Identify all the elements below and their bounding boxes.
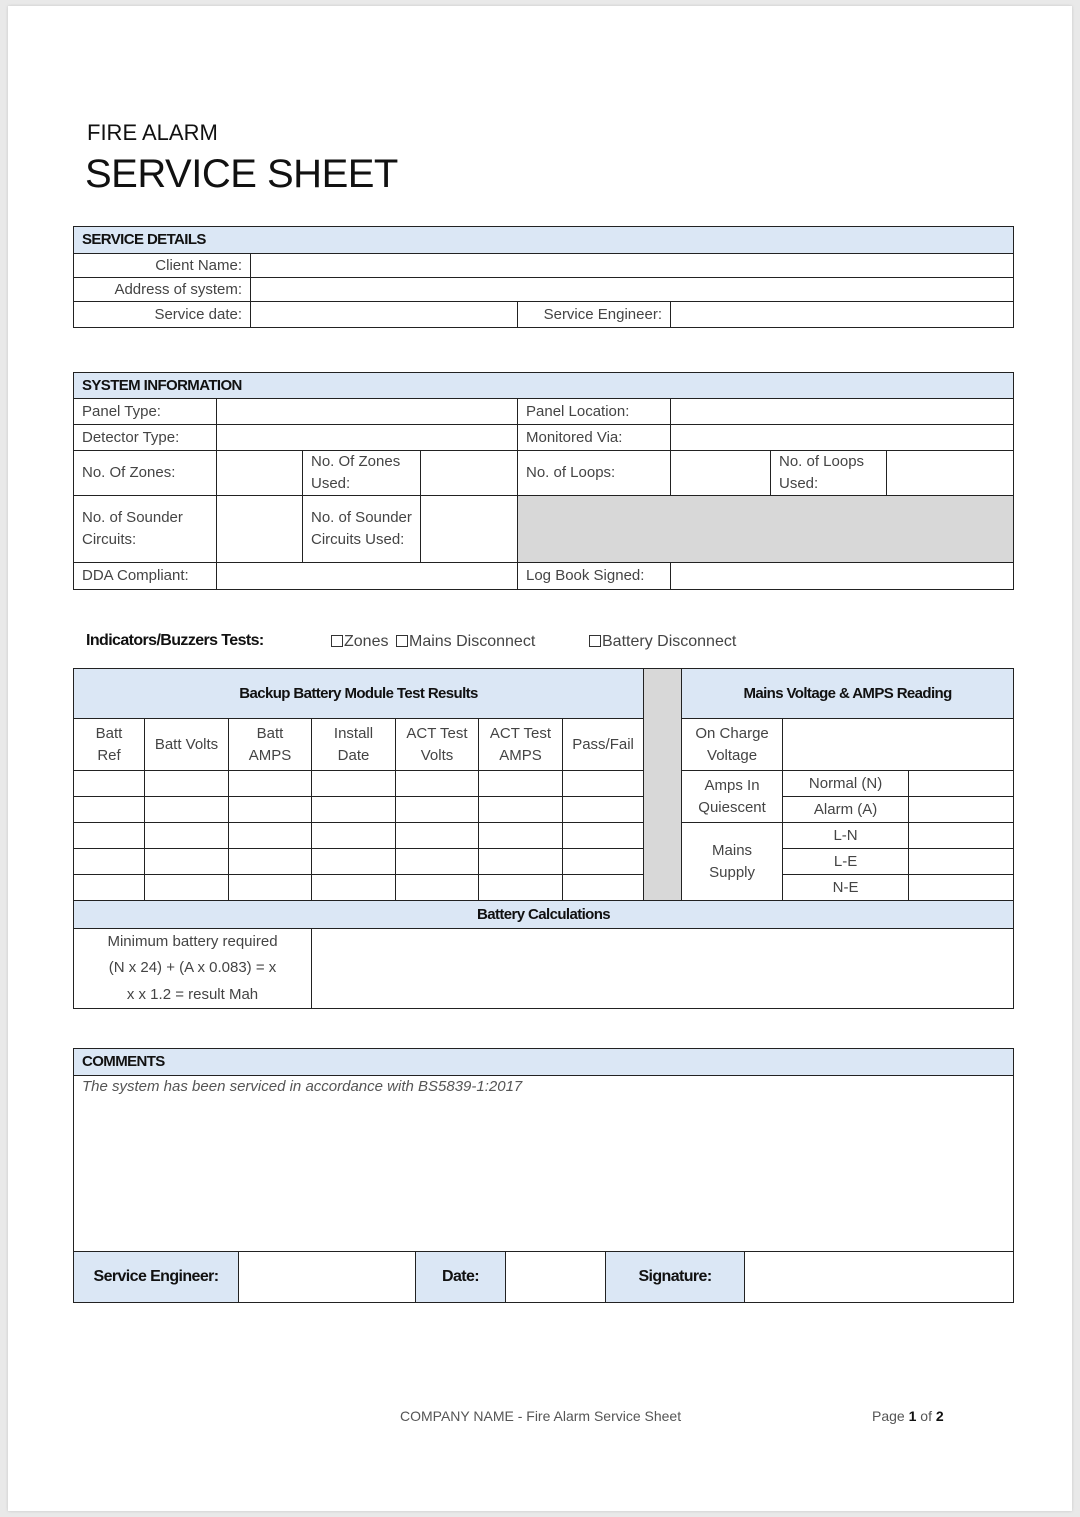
detector-type-label: Detector Type: bbox=[74, 425, 217, 451]
zones-used-field[interactable] bbox=[421, 451, 518, 496]
zones-field[interactable] bbox=[217, 451, 303, 496]
checkbox-icon bbox=[331, 635, 343, 647]
le-label: L-E bbox=[783, 849, 909, 875]
battery-cell[interactable] bbox=[74, 849, 145, 875]
client-name-field[interactable] bbox=[251, 254, 1014, 278]
service-details-header: SERVICE DETAILS bbox=[74, 227, 1014, 254]
service-engineer-label: Service Engineer: bbox=[518, 302, 671, 328]
battery-cell[interactable] bbox=[312, 797, 396, 823]
checkbox-icon bbox=[589, 635, 601, 647]
col-act-test-volts: ACT Test Volts bbox=[396, 719, 479, 771]
battery-cell[interactable] bbox=[396, 797, 479, 823]
dda-field[interactable] bbox=[217, 562, 518, 589]
log-book-field[interactable] bbox=[671, 562, 1014, 589]
battery-cell[interactable] bbox=[563, 797, 644, 823]
le-field[interactable] bbox=[909, 849, 1014, 875]
battery-cell[interactable] bbox=[563, 823, 644, 849]
sounder-used-field[interactable] bbox=[421, 495, 518, 562]
footer-page-number bbox=[872, 1408, 944, 1424]
footer-company: COMPANY NAME - Fire Alarm Service Sheet bbox=[400, 1408, 682, 1424]
document-page bbox=[8, 6, 1072, 1511]
loops-field[interactable] bbox=[671, 451, 771, 496]
normal-label: Normal (N) bbox=[783, 771, 909, 797]
panel-type-label: Panel Type: bbox=[74, 399, 217, 425]
signoff-date-label: Date: bbox=[416, 1252, 506, 1303]
loops-used-label: No. of Loops Used: bbox=[771, 451, 887, 496]
service-engineer-field[interactable] bbox=[671, 302, 1014, 328]
battery-cell[interactable] bbox=[229, 875, 312, 901]
battery-cell[interactable] bbox=[229, 823, 312, 849]
log-book-label: Log Book Signed: bbox=[518, 562, 671, 589]
battery-cell[interactable] bbox=[74, 823, 145, 849]
address-field[interactable] bbox=[251, 278, 1014, 302]
ln-label: L-N bbox=[783, 823, 909, 849]
alarm-field[interactable] bbox=[909, 797, 1014, 823]
ln-field[interactable] bbox=[909, 823, 1014, 849]
calculation-result-field[interactable] bbox=[312, 929, 1014, 1009]
monitored-via-label: Monitored Via: bbox=[518, 425, 671, 451]
amps-in-label: Amps In Quiescent bbox=[682, 771, 783, 823]
calculation-formula bbox=[74, 929, 312, 1009]
col-batt-ref: Batt Ref bbox=[74, 719, 145, 771]
panel-location-label: Panel Location: bbox=[518, 399, 671, 425]
loops-label: No. of Loops: bbox=[518, 451, 671, 496]
on-charge-field[interactable] bbox=[783, 719, 1014, 771]
loops-used-field[interactable] bbox=[887, 451, 1014, 496]
service-details-table bbox=[73, 226, 1014, 328]
battery-cell[interactable] bbox=[145, 823, 229, 849]
battery-cell[interactable] bbox=[145, 771, 229, 797]
address-label: Address of system: bbox=[74, 278, 251, 302]
battery-cell[interactable] bbox=[563, 849, 644, 875]
battery-disconnect-option-label: Battery Disconnect bbox=[602, 633, 737, 650]
battery-cell[interactable] bbox=[74, 797, 145, 823]
signoff-signature-field[interactable] bbox=[745, 1252, 1014, 1303]
col-pass-fail: Pass/Fail bbox=[563, 719, 644, 771]
signoff-engineer-field[interactable] bbox=[239, 1252, 416, 1303]
signoff-engineer-label: Service Engineer: bbox=[74, 1252, 239, 1303]
battery-cell[interactable] bbox=[229, 797, 312, 823]
battery-disconnect-checkbox[interactable] bbox=[589, 633, 736, 651]
ne-field[interactable] bbox=[909, 875, 1014, 901]
client-name-label: Client Name: bbox=[74, 254, 251, 278]
battery-cell[interactable] bbox=[74, 771, 145, 797]
col-install-date: Install Date bbox=[312, 719, 396, 771]
dda-label: DDA Compliant: bbox=[74, 562, 217, 589]
doc-title: SERVICE SHEET bbox=[85, 152, 398, 196]
battery-cell[interactable] bbox=[312, 849, 396, 875]
alarm-label: Alarm (A) bbox=[783, 797, 909, 823]
battery-cell[interactable] bbox=[479, 771, 563, 797]
col-act-test-amps: ACT Test AMPS bbox=[479, 719, 563, 771]
service-date-field[interactable] bbox=[251, 302, 518, 328]
battery-cell[interactable] bbox=[479, 875, 563, 901]
battery-cell[interactable] bbox=[396, 875, 479, 901]
zones-checkbox[interactable] bbox=[331, 633, 388, 651]
current-page: 1 bbox=[908, 1408, 917, 1424]
mains-disconnect-checkbox[interactable] bbox=[396, 633, 535, 651]
battery-cell[interactable] bbox=[312, 875, 396, 901]
calc-line-3: x x 1.2 = result Mah bbox=[126, 985, 259, 1003]
zones-option-label: Zones bbox=[344, 633, 389, 650]
mains-supply-label: Mains Supply bbox=[682, 823, 783, 901]
calc-line-1: Minimum battery required bbox=[107, 933, 278, 950]
normal-field[interactable] bbox=[909, 771, 1014, 797]
tests-label: Indicators/Buzzers Tests: bbox=[86, 632, 264, 649]
battery-cell[interactable] bbox=[229, 771, 312, 797]
battery-cell[interactable] bbox=[396, 771, 479, 797]
battery-cell[interactable] bbox=[479, 797, 563, 823]
mains-disconnect-option-label: Mains Disconnect bbox=[409, 633, 536, 650]
comments-field[interactable]: The system has been serviced in accordance with BS5839-1:2017 bbox=[74, 1076, 1014, 1252]
service-date-label: Service date: bbox=[74, 302, 251, 328]
col-batt-volts: Batt Volts bbox=[145, 719, 229, 771]
battery-cell[interactable] bbox=[145, 849, 229, 875]
zones-used-label: No. Of Zones Used: bbox=[303, 451, 421, 496]
detector-type-field[interactable] bbox=[217, 425, 518, 451]
on-charge-label: On Charge Voltage bbox=[682, 719, 783, 771]
system-info-table bbox=[73, 372, 1014, 590]
panel-type-field[interactable] bbox=[217, 399, 518, 425]
of-label: of bbox=[920, 1408, 932, 1424]
battery-cell[interactable] bbox=[479, 849, 563, 875]
battery-cell[interactable] bbox=[312, 771, 396, 797]
sounder-used-label: No. of Sounder Circuits Used: bbox=[303, 495, 421, 562]
battery-cell[interactable] bbox=[145, 797, 229, 823]
battery-cell[interactable] bbox=[74, 875, 145, 901]
mains-header: Mains Voltage & AMPS Reading bbox=[682, 669, 1014, 719]
sounder-circuits-field[interactable] bbox=[217, 495, 303, 562]
comments-header: COMMENTS bbox=[74, 1049, 1014, 1076]
system-info-header: SYSTEM INFORMATION bbox=[74, 373, 1014, 399]
battery-cell[interactable] bbox=[563, 771, 644, 797]
battery-cell[interactable] bbox=[479, 823, 563, 849]
ne-label: N-E bbox=[783, 875, 909, 901]
greyed-area bbox=[518, 495, 1014, 562]
divider-column bbox=[644, 669, 682, 901]
panel-location-field[interactable] bbox=[671, 399, 1014, 425]
signoff-signature-label: Signature: bbox=[606, 1252, 745, 1303]
signoff-date-field[interactable] bbox=[506, 1252, 606, 1303]
battery-results-header: Backup Battery Module Test Results bbox=[74, 669, 644, 719]
battery-mains-table bbox=[73, 668, 1014, 1009]
doc-subtitle: FIRE ALARM bbox=[87, 120, 218, 145]
col-batt-amps: Batt AMPS bbox=[229, 719, 312, 771]
calc-line-2: (N x 24) + (A x 0.083) = x bbox=[108, 959, 277, 977]
page-label: Page bbox=[872, 1408, 905, 1424]
total-pages: 2 bbox=[935, 1408, 944, 1424]
battery-cell[interactable] bbox=[396, 849, 479, 875]
comments-table bbox=[73, 1048, 1014, 1303]
battery-cell[interactable] bbox=[396, 823, 479, 849]
battery-cell[interactable] bbox=[312, 823, 396, 849]
monitored-via-field[interactable] bbox=[671, 425, 1014, 451]
battery-calculations-header: Battery Calculations bbox=[74, 901, 1014, 929]
sounder-circuits-label: No. of Sounder Circuits: bbox=[74, 495, 217, 562]
battery-cell[interactable] bbox=[145, 875, 229, 901]
battery-cell[interactable] bbox=[229, 849, 312, 875]
checkbox-icon bbox=[396, 635, 408, 647]
battery-cell[interactable] bbox=[563, 875, 644, 901]
zones-label: No. Of Zones: bbox=[74, 451, 217, 496]
